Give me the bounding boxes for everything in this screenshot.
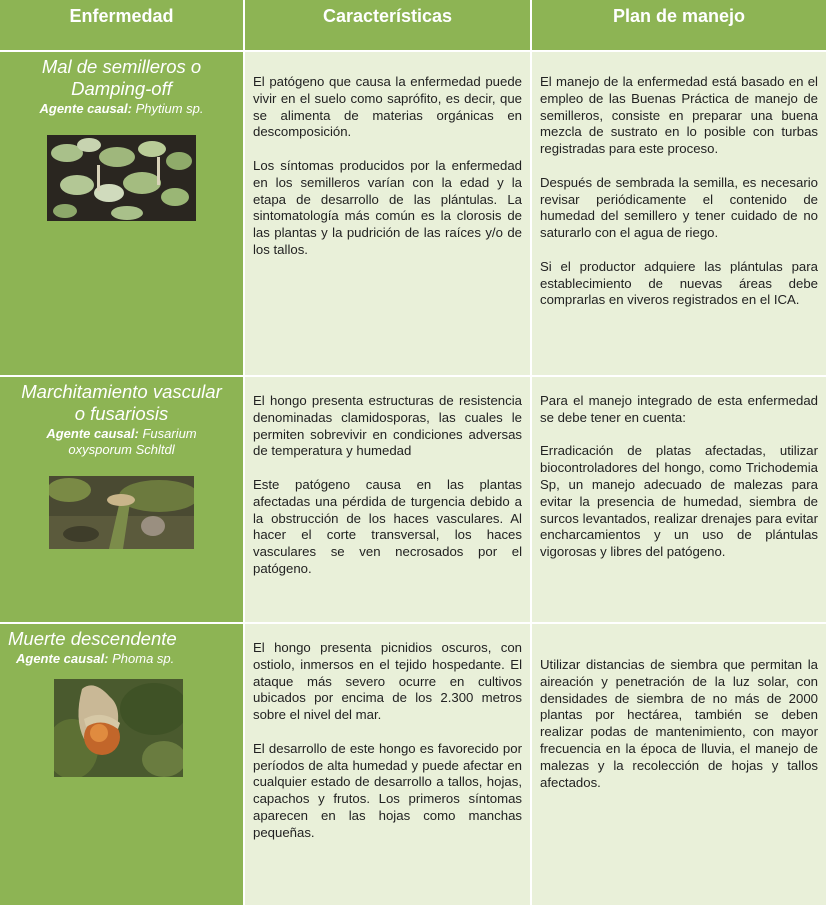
plan-cell-fusariosis xyxy=(532,375,826,622)
header-plan-de-manejo: Plan de manejo xyxy=(532,0,826,50)
plan-paragraph: Erradicación de platas afectadas, utilizar biocontroladores del hongo, como Trichodemia Sp, un manejo adecuado de malezas para evitar la presencia de humedad, siembra de surcos levantados, realizar drenajes para evitar encharcamientos y un uso de plántulas vigorosas y libres del patógeno. xyxy=(540,443,818,560)
agent-causal xyxy=(4,426,239,458)
caracteristicas-paragraph: El hongo presenta estructuras de resistencia denominadas clamidosporas, las cuales le permiten sobrevivir en condiciones adversas de temperatura y humedad xyxy=(253,393,522,459)
disease-name xyxy=(4,381,239,425)
agent-label: Agente causal: xyxy=(39,101,132,116)
plan-cell-damping-off xyxy=(532,50,826,375)
caracteristicas-cell-muerte-descendente xyxy=(245,622,532,905)
physalis-fruit-photo xyxy=(54,679,183,777)
caracteristicas-cell-damping-off xyxy=(245,50,532,375)
disease-name-line1: Mal de semilleros o xyxy=(41,56,202,77)
agent-label: Agente causal: xyxy=(16,651,109,666)
agent-causal xyxy=(4,101,239,117)
agent-value: Fusarium xyxy=(142,426,197,441)
disease-name xyxy=(8,628,239,650)
caracteristicas-paragraph: El hongo presenta picnidios oscuros, con ostiolo, inmersos en el tejido hospedante. El ataque más severo ocurre en cultivos ubicados por encima de los 2.300 metros sobre el nivel del mar. xyxy=(253,640,522,723)
disease-cell-fusariosis xyxy=(0,375,245,622)
disease-name-line2: o fusariosis xyxy=(74,403,169,424)
wilted-stem-photo xyxy=(49,476,194,549)
seedling-trays-photo xyxy=(47,135,196,221)
header-enfermedad: Enfermedad xyxy=(0,0,245,50)
caracteristicas-paragraph: Los síntomas producidos por la enfermedad en los semilleros varían con la edad y la etapa de desarrollo de las plántulas. La sintomatología más común es la clorosis de las plantas y la pudrición de las raíces y/o de los tallos. xyxy=(253,157,522,257)
disease-name-line2: Damping-off xyxy=(71,78,172,99)
caracteristicas-paragraph: El desarrollo de este hongo es favorecido por períodos de alta humedad y puede afectar en cualquier estado de desarrollo a tallos, hojas, capachos y frutos. Los primeros síntomas aparecen en las hojas como manchas pequeñas. xyxy=(253,740,522,840)
agent-causal xyxy=(8,651,239,667)
agent-label: Agente causal: xyxy=(46,426,139,441)
plan-cell-muerte-descendente xyxy=(532,622,826,905)
disease-name-line1: Marchitamiento vascular xyxy=(21,381,222,402)
plan-paragraph: Después de sembrada la semilla, es necesario revisar periódicamente el contenido de humedad del semillero y tener cuidado de no saturarlo con el agua de riego. xyxy=(540,174,818,241)
plan-paragraph: Para el manejo integrado de esta enfermedad se debe tener en cuenta: xyxy=(540,393,818,425)
plan-paragraph: El manejo de la enfermedad está basado en el empleo de las Buenas Práctica de manejo de semilleros, consiste en preparar una buena mezcla de sustrato en lo posible con turbas registradas para este proceso. xyxy=(540,74,818,157)
plan-paragraph: Si el productor adquiere las plántulas para establecimiento de nuevas áreas debe comprarlas en viveros registrados en el ICA. xyxy=(540,258,818,308)
agent-value: Phoma sp. xyxy=(112,651,175,666)
header-caracteristicas: Características xyxy=(245,0,532,50)
plan-paragraph: Utilizar distancias de siembra que permitan la aireación y penetración de la luz solar, con densidades de siembra de no más de 2000 plantas por hectárea, también se deben realizar podas de mantenimiento, con mayor frecuencia en la época de lluvia, el manejo de malezas y la recolección de hojas y tallos afectados. xyxy=(540,657,818,790)
agent-value-line2: oxysporum Schltdl xyxy=(68,442,175,457)
disease-name-line1: Muerte descendente xyxy=(8,628,177,649)
caracteristicas-paragraph: El patógeno que causa la enfermedad puede vivir en el suelo como saprófito, es decir, que se alimenta de materias orgánicas en descomposición. xyxy=(253,74,522,140)
disease-name xyxy=(4,56,239,100)
agent-value: Phytium sp. xyxy=(135,101,204,116)
disease-cell-muerte-descendente xyxy=(0,622,245,905)
caracteristicas-paragraph: Este patógeno causa en las plantas afectadas una pérdida de turgencia debido a la obstrucción de los haces vasculares. Al hacer el corte transversal, los haces vasculares se ven necrosados por el patógeno. xyxy=(253,476,522,576)
disease-cell-damping-off xyxy=(0,50,245,375)
caracteristicas-cell-fusariosis xyxy=(245,375,532,622)
